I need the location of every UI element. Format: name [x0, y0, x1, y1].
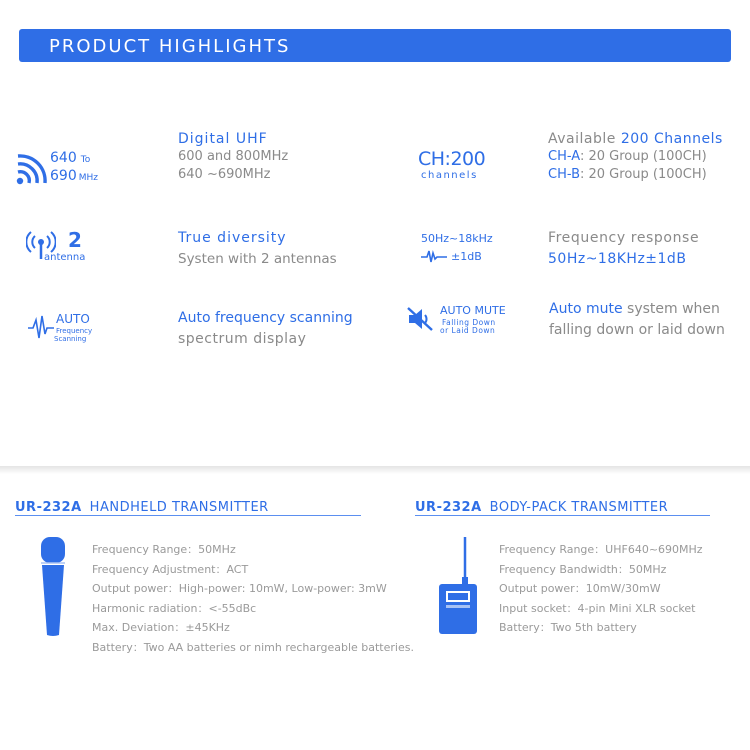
auto-line2: Scanning: [54, 335, 87, 343]
handheld-specs: [92, 540, 414, 657]
handheld-spec-2: Output power：High-power: 10mW, Low-power: 3mW: [92, 582, 387, 595]
auto-mute-block: [549, 299, 725, 341]
channels-badge: [418, 148, 498, 184]
waveform-icon: [28, 314, 54, 342]
response-badge: [421, 232, 501, 268]
bodypack-title: UR-232A BODY-PACK TRANSMITTER: [415, 500, 669, 515]
digital-uhf-line1: 600 and 800MHz: [178, 149, 289, 164]
handheld-title: UR-232A HANDHELD TRANSMITTER: [15, 500, 269, 515]
banner-title: PRODUCT HIGHLIGHTS: [49, 36, 291, 57]
bodypack-spec-2: Output power：10mW/30mW: [499, 582, 661, 595]
handheld-underline: [15, 515, 361, 516]
auto-mute-title: Auto mute system when: [549, 301, 720, 317]
diversity-line1: Systen with 2 antennas: [178, 251, 337, 267]
auto-mute-badge: [406, 302, 516, 338]
signal-waves-icon: [14, 151, 50, 187]
highlights-banner: [19, 29, 731, 62]
handheld-spec-0: Frequency Range：50MHz: [92, 543, 236, 556]
digital-uhf-title: Digital UHF: [178, 131, 268, 147]
auto-scan-badge: [28, 310, 108, 346]
bodypack-model: UR-232A: [415, 500, 482, 515]
mute-line1: Falling Down: [442, 318, 496, 327]
antenna-badge: [26, 228, 106, 264]
antenna-label: antenna: [44, 252, 86, 263]
section-divider: [0, 466, 750, 474]
speaker-mute-icon: [406, 306, 434, 332]
frequency-badge: [14, 148, 114, 188]
auto-scan-line1: spectrum display: [178, 331, 307, 347]
bodypack-spec-1: Frequency Bandwidth：50MHz: [499, 562, 667, 576]
mute-line2: or Laid Down: [440, 326, 496, 335]
handheld-spec-3: Harmonic radiation：<-55dBc: [92, 601, 257, 615]
auto-line1: Frequency: [56, 327, 93, 335]
diversity-title: True diversity: [178, 230, 287, 246]
response-bottom: ±1dB: [451, 250, 482, 263]
bodypack-underline: [415, 515, 710, 516]
auto-title: AUTO: [56, 312, 90, 326]
freq-bottom: 690 MHz: [50, 168, 98, 184]
handheld-spec-1: Frequency Adjustment：ACT: [92, 562, 249, 576]
freq-top: 640 To: [50, 150, 91, 166]
digital-uhf-block: [178, 130, 288, 184]
response-line1: 50Hz~18KHz±1dB: [548, 251, 687, 267]
mute-title: AUTO MUTE: [440, 304, 506, 317]
bodypack-spec-4: Battery：Two 5th battery: [499, 621, 637, 634]
handheld-mic-icon: [40, 537, 66, 637]
diversity-block: [178, 228, 337, 270]
channels-line2: CH-B: 20 Group (100CH): [548, 167, 707, 182]
auto-scan-block: [178, 308, 353, 350]
response-block: [548, 228, 699, 270]
channels-small: channels: [421, 170, 478, 181]
handheld-spec-4: Max. Deviation：±45KHz: [92, 621, 230, 634]
channels-big: CH:200: [418, 148, 486, 170]
channels-title: Available 200 Channels: [548, 131, 723, 147]
auto-mute-line1: falling down or laid down: [549, 322, 725, 338]
bodypack-spec-0: Frequency Range：UHF640~690MHz: [499, 543, 703, 556]
channels-line1: CH-A: 20 Group (100CH): [548, 149, 707, 164]
antenna-number: 2: [68, 228, 82, 252]
response-title: Frequency response: [548, 230, 700, 246]
bodypack-transmitter-icon: [438, 537, 478, 635]
handheld-spec-5: Battery：Two AA batteries or nimh rechargeable batteries.: [92, 640, 414, 654]
auto-scan-title: Auto frequency scanning: [178, 310, 353, 326]
waveform-icon: [421, 248, 447, 264]
response-top: 50Hz~18kHz: [421, 232, 493, 245]
digital-uhf-line2: 640 ~690MHz: [178, 167, 271, 182]
bodypack-spec-3: Input socket：4-pin Mini XLR socket: [499, 601, 696, 615]
handheld-model: UR-232A: [15, 500, 82, 515]
channels-block: [548, 130, 723, 184]
bodypack-specs: [499, 540, 703, 638]
